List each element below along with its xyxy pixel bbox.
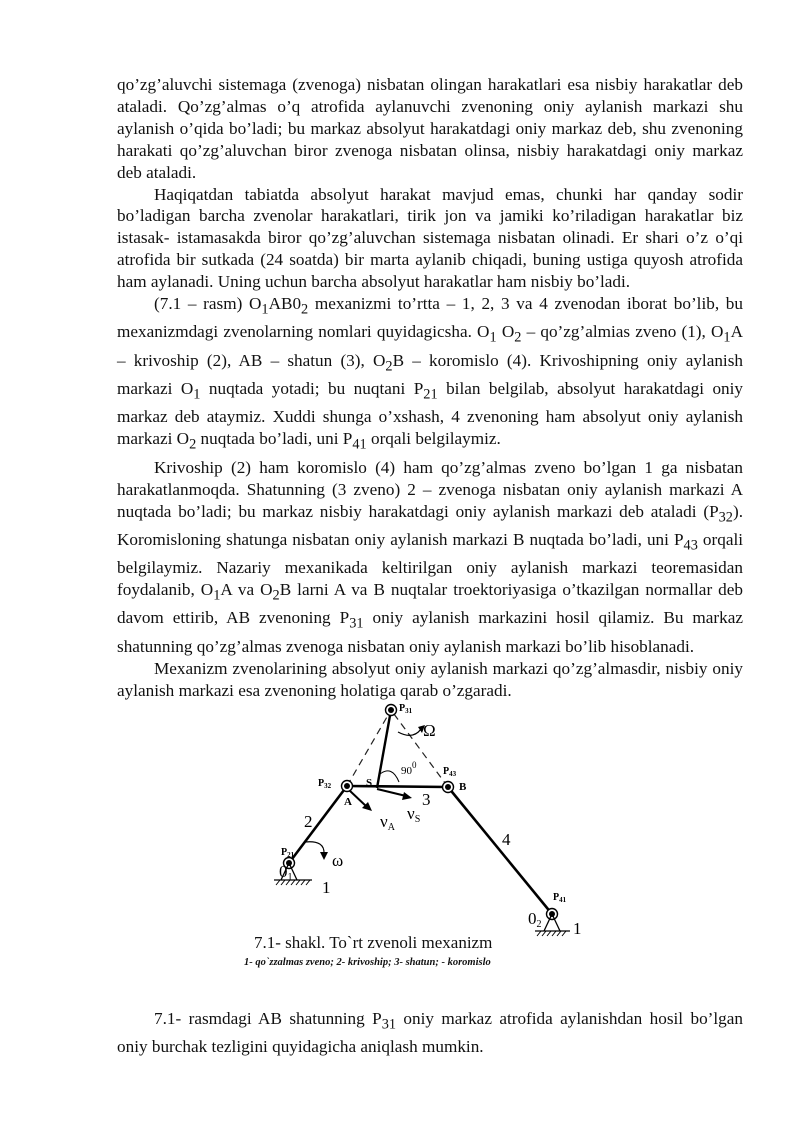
dashed-normal-b: [391, 710, 448, 787]
paragraph-4: Krivoship (2) ham koromislo (4) ham qo’zg’almas zveno bo’lgan 1 ga nisbatan harakatlanmoqda. Shatunning (3 zveno) 2 – zvenoga nisbatan oniy aylanish markazi A nuqtada bo’ladi; bu markaz nisbiy harakatdagi oniy aylanish markazi deb ataladi $(P_{32})$. Koromisloning shatunga nisbatan oniy aylanish markazi B nuqtada bo’ladi, uni $P_{43}$ orqali belgilaymiz. Nazariy mexanikada keltirilgan oniy aylanish markazi teoremasidan foydalanib, $O_1A$ va $O_2B$ larni A va B nuqtalar troektoriyasiga o’tkazilgan normallar deb davom ettirib, AB zvenoning $P_{31}$ oniy aylanish markazini hosil qilamiz. Bu markaz shatunning qo’zg’almas zvenoga nisbatan oniy aylanish markazi bo’lib hisoblanadi.: [117, 457, 744, 656]
joint-b: [443, 782, 454, 793]
main-text: [117, 74, 743, 702]
label-o1: 01: [279, 862, 293, 883]
figure-caption: 7.1- shakl. To`rt zvenoli mexanizm: [254, 933, 493, 952]
paragraph-2: Haqiqatdan tabiatda absolyut harakat mavjud emas, chunki har qanday sodir bo’ladigan barcha zvenolar harakatlari, tirik jon va jamiki ko’riladigan harakatlar biz istasak- istamasakda biror qo’zg’aluvchan sistemaga nisbatan olinadi. Er shari o’z o’qi atrofida bir sutkada (24 soatda) bir marta aylanib chiqadi, buning ustiga quyosh atrofida ham aylanadi. Uning uchun barcha absolyut harakatlar ham nisbiy bo’ladi.: [117, 184, 743, 292]
rocker-link-4: [448, 787, 552, 914]
label-p41: $P_{41}$: [553, 892, 567, 904]
label-vs: νS: [407, 804, 421, 825]
label-va: νA: [380, 812, 395, 833]
label-omega-small: ω: [332, 851, 344, 870]
right-angle-arc: [380, 771, 399, 782]
joint-a: [342, 781, 353, 792]
joint-p31: [386, 705, 397, 716]
label-link-3: 3: [422, 790, 431, 809]
label-p31: $P_{31}$: [399, 703, 413, 715]
paragraph-6: 7.1- rasmdagi AB shatunning $P_{31}$ oniy markaz atrofida aylanishdan hosil bo’lgan oniy burchak tezligini quyidagicha aniqlash mumkin.: [117, 1009, 743, 1057]
figure-subcaption: 1- qo`zzalmas zveno; 2- krivoship; 3- shatun; - koromislo: [244, 957, 491, 968]
label-link-2: 2: [304, 812, 313, 831]
paragraph-5: Mexanizm zvenolarining absolyut oniy aylanish markazi qo’zg’almasdir, nisbiy oniy aylanish markazi esa zvenoning holatiga qarab o’zgaradi.: [117, 658, 743, 700]
label-s: S: [366, 777, 373, 789]
crank-omega-arrow: [320, 852, 328, 860]
four-bar-mechanism-diagram: [0, 694, 800, 974]
mechanism-figure: [0, 694, 800, 974]
velocity-s-arrow: [377, 789, 406, 796]
coupler-link-3: [347, 786, 448, 787]
label-omega-big: Ω: [423, 721, 436, 740]
paragraph-1: qo’zg’aluvchi sistemaga (zvenoga) nisbatan olingan harakatlari esa nisbiy harakatlar deb ataladi. Qo’zg’almas o’q atrofida aylanuvchi zvenoning oniy aylanish markazi shu aylanish o’qida bo’ladi; bu markaz absolyut harakatdagi oniy markaz deb, shu zvenoning harakati qo’zg’aluvchan biror zvenoga nisbatan olinsa, nisbiy harakatdagi oniy markaz deb ataladi.: [117, 75, 743, 182]
label-p21: $P_{21}$: [281, 847, 295, 859]
label-fixed-1-right: 1: [573, 919, 582, 938]
velocity-s-arrowhead: [402, 792, 412, 800]
label-p43: $P_{43}$: [443, 766, 457, 778]
bottom-text: [117, 1008, 743, 1058]
paragraph-3: (7.1 – rasm) $O_1AB0_2$ mexanizmi to’rtta – 1, 2, 3 va 4 zvenodan iborat bo’lib, bu mexanizmdagi zvenolarning nomlari quyidagicsha. $O_1$ $O_2$ – qo’zg’almias zveno (1), $O_1A$ – krivoship (2), AB – shatun (3), $O_2B$ – koromislo (4). Krivoshipning oniy aylanish markazi $O_1$ nuqtada yotadi; bu nuqtani $P_{21}$ bilan belgilab, absolyut harakatdagi oniy markaz deb ataymiz. Xuddi shunga o’xshash, 4 zvenoning ham absolyut oniy aylanish markazi $O_2$ nuqtada bo’ladi, uni $P_{41}$ orqali belgilaymiz.: [117, 294, 744, 453]
label-o2: 02: [528, 909, 542, 930]
label-p32: $P_{32}$: [318, 778, 332, 790]
label-fixed-1-left: 1: [322, 878, 331, 897]
label-angle: $90^0$: [401, 760, 417, 777]
label-a: A: [344, 796, 352, 808]
label-link-4: 4: [502, 830, 511, 849]
label-b: B: [459, 781, 467, 793]
